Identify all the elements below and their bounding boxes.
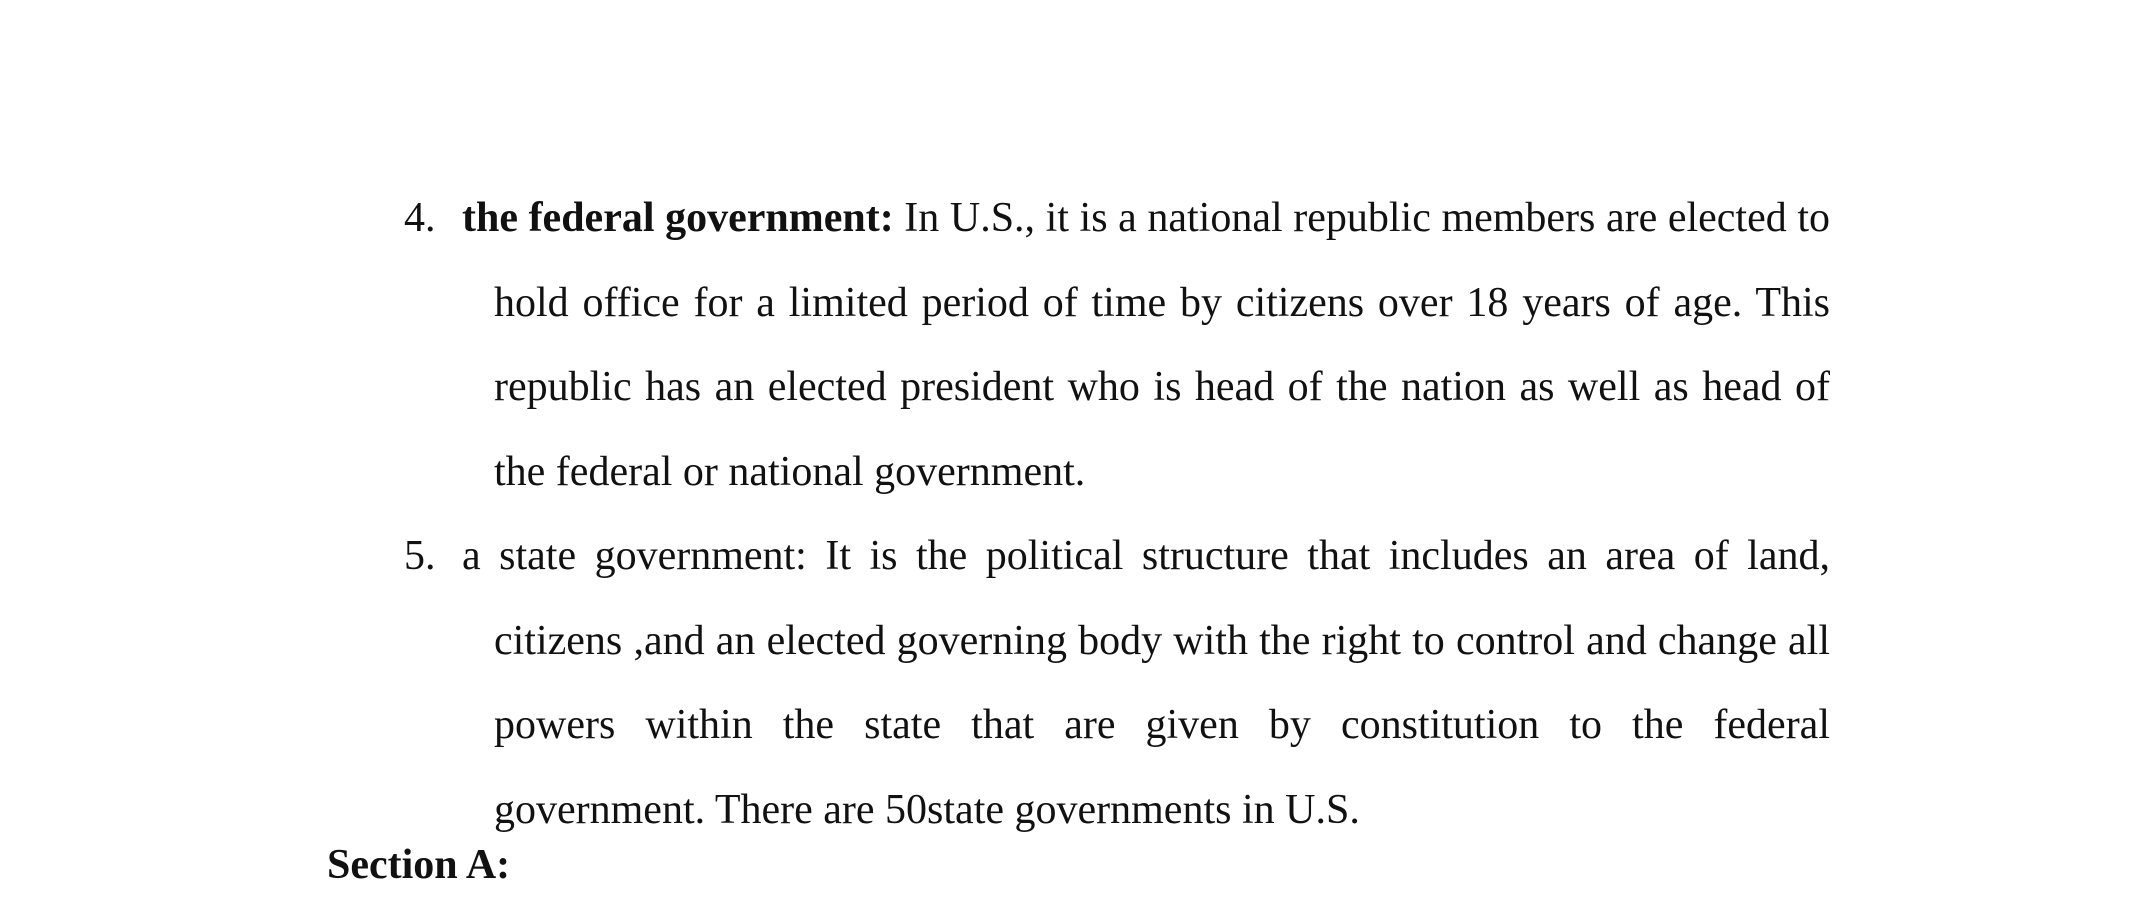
section-heading: Section A: <box>327 842 511 888</box>
item-number: 4. <box>404 195 436 241</box>
item-number: 5. <box>404 533 436 579</box>
item-text: a state government: It is the political structure that includes an area of land, citizens ,and an elected governing body with the right to control and change all powers within the state that are given by constitution to the federal government. There are 50state governments in U.S. <box>462 533 1830 833</box>
list-item <box>404 176 1830 514</box>
item-paragraph <box>462 514 1830 852</box>
item-term: the federal government: <box>462 195 894 241</box>
item-text: In U.S., it is a national republic members are elected to hold office for a limited period of time by citizens over 18 years of age. This republic has an elected president who is head of the nation as well as head of the federal or national government. <box>494 195 1830 495</box>
item-paragraph <box>462 176 1830 514</box>
definition-list <box>404 176 1830 852</box>
list-item <box>404 514 1830 852</box>
